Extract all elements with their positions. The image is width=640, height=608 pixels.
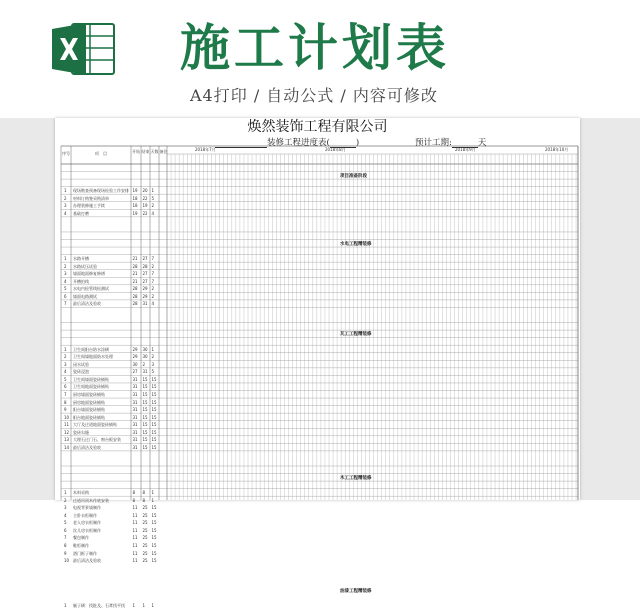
task-name: 水电内检管线检测试 [73, 286, 109, 292]
section-title: 水电工程精装修 [340, 241, 372, 247]
progress-title-text: 装修工程进度表( [267, 138, 330, 148]
row-number: 11 [64, 422, 70, 428]
days: 3 [151, 361, 155, 367]
end-day: 25 [142, 535, 148, 541]
end-day: 25 [142, 527, 148, 533]
end-day: 25 [142, 520, 148, 526]
days: 2 [151, 354, 155, 360]
task-name: 大厅及过道地面瓷砖铺贴 [73, 422, 117, 428]
row-number: 10 [64, 414, 70, 420]
end-day: 15 [142, 429, 148, 435]
days: 15 [151, 384, 157, 390]
start-day: 11 [132, 558, 138, 564]
task-name: 卫生间阳台防水涂刷 [73, 346, 109, 352]
header-note: 备注 [159, 149, 168, 154]
days: 5 [151, 195, 155, 201]
days: 15 [151, 543, 157, 548]
end-day: 28 [142, 263, 148, 269]
start-day: 11 [132, 550, 138, 556]
start-day: 11 [132, 535, 138, 541]
header-month: 2018年8月 [325, 146, 346, 152]
start-day: 31 [132, 399, 138, 405]
end-day: 30 [142, 354, 148, 360]
start-day: 29 [132, 346, 138, 352]
task-name: 卫生间地面瓷砖铺贴 [73, 384, 109, 390]
row-number: 2 [64, 497, 67, 503]
end-day: 25 [142, 505, 148, 511]
row-number: 3 [64, 361, 67, 367]
end-day: 19 [142, 203, 148, 209]
task-name: 瓷砖浸泡 [73, 369, 89, 375]
spreadsheet-preview [55, 118, 580, 608]
task-name: 电视背景墙制作 [73, 505, 101, 511]
row-number: 6 [64, 384, 67, 390]
start-day: 18 [132, 195, 138, 201]
days: 7 [151, 278, 155, 284]
days: 1 [151, 603, 155, 608]
row-number: 10 [64, 558, 70, 564]
header-days: 天数 [150, 149, 159, 154]
task-name: 厨房墙面瓷砖铺贴 [73, 392, 105, 397]
start-day: 31 [132, 376, 138, 382]
row-number: 7 [64, 392, 67, 397]
row-number: 1 [64, 490, 67, 496]
end-day: 30 [142, 346, 148, 352]
days: 15 [151, 422, 157, 428]
end-day: 15 [142, 399, 148, 405]
end-day: 25 [142, 558, 148, 564]
row-number: 1 [64, 603, 67, 608]
days: 4 [151, 301, 155, 307]
days: 4 [151, 210, 155, 216]
days: 7 [151, 271, 155, 277]
banner [0, 0, 640, 118]
start-day: 30 [132, 361, 138, 367]
schedule-grid [55, 146, 580, 608]
task-name: 次儿房衣柜制作 [73, 527, 101, 533]
start-day: 28 [132, 293, 138, 299]
section-title: 项目准备阶段 [340, 173, 367, 179]
task-name: 木料采购 [73, 490, 89, 496]
header-month: 2018年9月 [455, 146, 476, 152]
section-title: 木工工程精装修 [340, 475, 372, 481]
end-day: 29 [142, 293, 148, 299]
start-day: 21 [132, 278, 138, 284]
days: 15 [151, 535, 157, 541]
start-day: 8 [132, 497, 136, 503]
task-name: 鞋柜制作 [73, 543, 89, 548]
task-name: 水路开槽 [73, 256, 89, 262]
days: 15 [151, 414, 157, 420]
row-number: 1 [64, 346, 67, 352]
row-number: 8 [64, 543, 67, 548]
days: 15 [151, 505, 157, 511]
end-day: 25 [142, 543, 148, 548]
end-day: 22 [142, 195, 148, 201]
row-number: 2 [64, 354, 67, 360]
task-name: 阳台墙面瓷砖铺贴 [73, 407, 105, 413]
row-number: 12 [64, 429, 70, 435]
start-day: 11 [132, 505, 138, 511]
days: 2 [151, 286, 155, 292]
end-day: 15 [142, 392, 148, 397]
header-end: 结束 [141, 149, 150, 154]
end-day: 8 [142, 497, 146, 503]
start-day: 8 [132, 490, 136, 496]
start-day: 19 [132, 210, 138, 216]
row-number: 5 [64, 376, 67, 382]
section-title: 油漆工程精装修 [340, 588, 372, 594]
row-number: 4 [64, 210, 67, 216]
task-name: 闭水试验 [73, 361, 89, 367]
start-day: 28 [132, 301, 138, 307]
row-number: 9 [64, 407, 67, 413]
start-day: 31 [132, 384, 138, 390]
row-number: 3 [64, 271, 67, 277]
start-day: 1 [132, 603, 136, 608]
days: 2 [151, 263, 155, 269]
task-name: 餐包制作 [73, 535, 89, 541]
task-name: 酒门框子制作 [73, 550, 97, 556]
header-month: 2018年7月 [195, 146, 216, 152]
start-day: 21 [132, 256, 138, 262]
task-name: 最后清洁及验收 [73, 301, 101, 307]
header-item: 项 目 [95, 151, 107, 156]
row-number: 3 [64, 505, 67, 511]
task-name: 材料订购签采购清单 [73, 195, 109, 201]
end-day: 27 [142, 256, 148, 262]
start-day: 31 [132, 437, 138, 443]
row-number: 4 [64, 512, 67, 518]
start-day: 11 [132, 527, 138, 533]
task-name: 主卧衣柜制作 [73, 512, 97, 518]
end-day: 15 [142, 407, 148, 413]
company-name: 焕然装饰工程有限公司 [247, 119, 388, 135]
plan-label: 预计工期: [415, 138, 452, 148]
progress-title-end: ) [355, 138, 360, 148]
start-day: 11 [132, 543, 138, 548]
end-day: 15 [142, 444, 148, 450]
end-day: 15 [142, 414, 148, 420]
end-day: 1 [142, 603, 146, 608]
end-day: 15 [142, 376, 148, 382]
start-day: 29 [132, 354, 138, 360]
start-day: 11 [132, 520, 138, 526]
start-day: 28 [132, 263, 138, 269]
section-title: 瓦工工程精装修 [340, 332, 372, 338]
row-number: 4 [64, 278, 67, 284]
end-day: 15 [142, 384, 148, 390]
days: 15 [151, 558, 157, 564]
start-day: 28 [132, 286, 138, 292]
task-name: 办理装修施工手续 [73, 203, 105, 209]
task-name: 墙面电路测试 [73, 293, 97, 299]
end-day: 27 [142, 271, 148, 277]
row-number: 14 [64, 444, 70, 450]
header-month: 2018年10月 [545, 146, 569, 152]
end-day: 20 [142, 188, 148, 194]
row-number: 13 [64, 437, 70, 443]
task-name: 水路试压试验 [73, 263, 97, 269]
row-number: 8 [64, 399, 67, 405]
task-name: 厨房地面瓷砖铺贴 [73, 399, 105, 405]
task-name: 卫生间墙面瓷砖铺贴 [73, 376, 109, 382]
days: 2 [151, 203, 155, 209]
row-number: 6 [64, 527, 67, 533]
start-day: 31 [132, 422, 138, 428]
end-day: 15 [142, 422, 148, 428]
end-day: 31 [142, 301, 148, 307]
task-name: 墙面地面修复修缮 [73, 271, 105, 277]
page-subtitle: A4打印 / 自动公式 / 内容可修改 [190, 86, 438, 105]
end-day: 29 [142, 286, 148, 292]
plan-unit: 天 [477, 138, 487, 148]
task-name: 卫生间墙地面防水处理 [73, 354, 113, 360]
row-number: 7 [64, 301, 67, 307]
row-number: 7 [64, 535, 67, 541]
days: 15 [151, 392, 157, 397]
row-number: 2 [64, 263, 67, 269]
end-day: 25 [142, 512, 148, 518]
row-number: 6 [64, 293, 67, 299]
days: 15 [151, 376, 157, 382]
days: 15 [151, 527, 157, 533]
task-name: 基础打磨 [73, 210, 89, 216]
days: 15 [151, 437, 157, 443]
row-number: 9 [64, 550, 67, 556]
start-day: 31 [132, 407, 138, 413]
start-day: 21 [132, 271, 138, 277]
end-day: 2 [142, 361, 146, 367]
start-day: 31 [132, 444, 138, 450]
task-name: 大理石过门石、窗台板安装 [73, 437, 121, 443]
start-day: 19 [132, 188, 138, 194]
row-number: 4 [64, 369, 67, 375]
start-day: 18 [132, 203, 138, 209]
task-name: 瓷砖勾缝 [73, 429, 89, 435]
days: 1 [151, 490, 155, 496]
start-day: 31 [132, 414, 138, 420]
days: 15 [151, 550, 157, 556]
row-number: 5 [64, 286, 67, 292]
end-day: 15 [142, 437, 148, 443]
days: 2 [151, 293, 155, 299]
task-name: 过道吊顶木作底安装 [73, 497, 109, 503]
start-day: 11 [132, 512, 138, 518]
days: 15 [151, 407, 157, 413]
row-number: 2 [64, 195, 67, 201]
days: 1 [151, 346, 155, 352]
excel-icon [50, 20, 116, 78]
end-day: 8 [142, 490, 146, 496]
row-number: 3 [64, 203, 67, 209]
days: 1 [151, 188, 155, 194]
row-number: 1 [64, 256, 67, 262]
header-index: 序号 [62, 151, 70, 156]
task-name: 现场勘查预备现场检验工作安排 [73, 188, 129, 194]
days: 15 [151, 399, 157, 405]
task-name: 腻子刷：找批及、石膏找平找 [73, 603, 125, 608]
page-title: 施工计划表 [180, 18, 450, 77]
task-name: 最后清洁及验收 [73, 444, 101, 450]
task-name: 老人房衣柜制作 [73, 520, 101, 526]
start-day: 27 [132, 369, 138, 375]
header-start: 开始 [132, 149, 140, 154]
end-day: 25 [142, 550, 148, 556]
days: 7 [151, 256, 155, 262]
start-day: 31 [132, 429, 138, 435]
row-number: 1 [64, 188, 67, 194]
days: 15 [151, 444, 157, 450]
days: 5 [151, 369, 155, 375]
end-day: 22 [142, 210, 148, 216]
days: 15 [151, 520, 157, 526]
end-day: 27 [142, 278, 148, 284]
days: 15 [151, 512, 157, 518]
task-name: 开槽拍线 [73, 278, 89, 284]
days: 15 [151, 429, 157, 435]
start-day: 31 [132, 392, 138, 397]
task-name: 阳台地面瓷砖铺贴 [73, 414, 105, 420]
row-number: 5 [64, 520, 67, 526]
end-day: 31 [142, 369, 148, 375]
task-name: 最后清洁及验收 [73, 558, 101, 564]
days: 1 [151, 497, 155, 503]
